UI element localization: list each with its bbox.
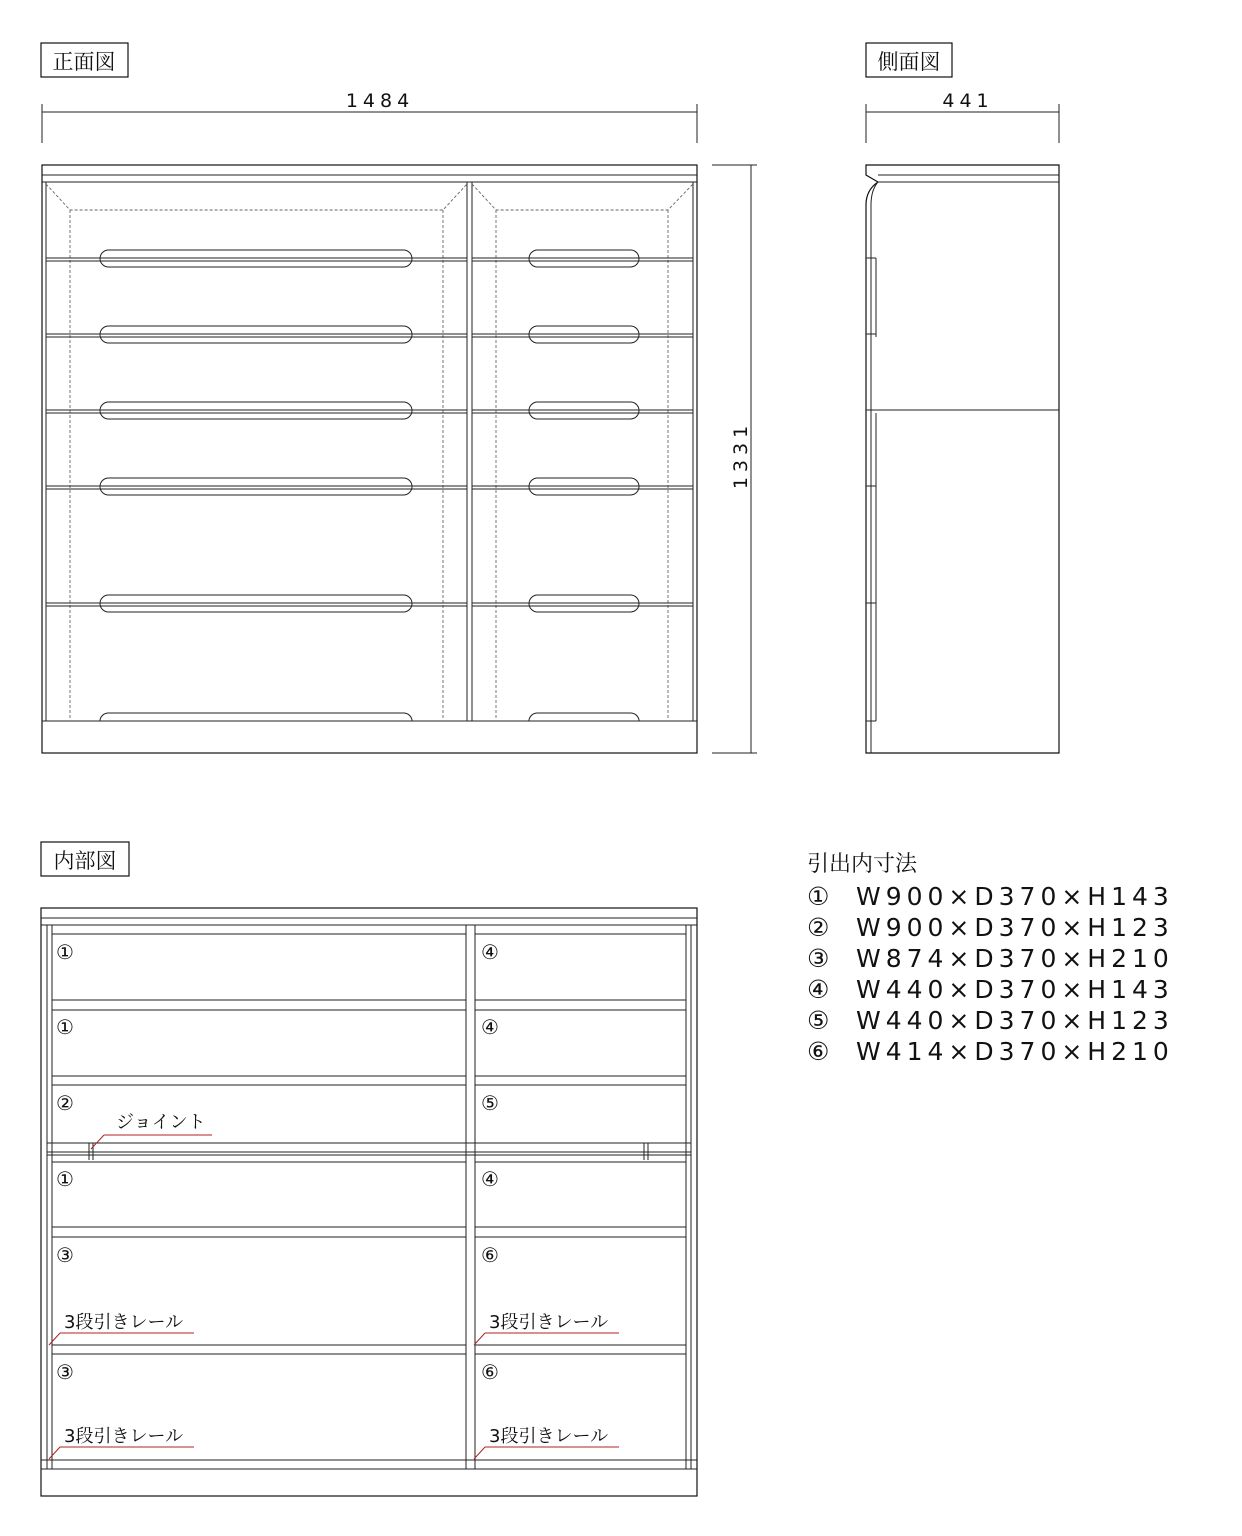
front-cabinet — [42, 165, 697, 753]
compartment-number: ⑥ — [481, 1360, 499, 1384]
height-dimension-value: 1331 — [730, 420, 752, 490]
dimension-size: W440×D370×H123 — [856, 1006, 1174, 1035]
joint-label: ジョイント — [116, 1112, 206, 1133]
compartment-number: ③ — [56, 1360, 74, 1384]
dimension-size: W900×D370×H123 — [856, 913, 1174, 942]
dimension-number: ① — [807, 882, 830, 911]
rail-label: 3段引きレール — [64, 1312, 184, 1333]
compartment-number: ② — [56, 1091, 74, 1115]
front-view-label: 正面図 — [52, 50, 116, 74]
side-view — [866, 43, 1059, 753]
rail-label: 3段引きレール — [489, 1312, 609, 1333]
compartment-number: ⑥ — [481, 1243, 499, 1267]
interior-cabinet — [41, 908, 697, 1496]
compartment-number: ③ — [56, 1243, 74, 1267]
compartment-number: ⑤ — [481, 1091, 499, 1115]
width-dimension — [42, 90, 697, 143]
dimension-size: W900×D370×H143 — [856, 882, 1174, 911]
compartment-number: ④ — [481, 1015, 499, 1039]
interior-view — [41, 842, 697, 1496]
dimension-size: W874×D370×H210 — [856, 944, 1174, 973]
joint-band — [47, 1143, 691, 1160]
dimension-number: ⑤ — [807, 1006, 830, 1035]
dimension-number: ② — [807, 913, 830, 942]
side-view-label: 側面図 — [877, 50, 941, 74]
dimension-size: W440×D370×H143 — [856, 975, 1174, 1004]
width-dimension-value: 1484 — [345, 90, 415, 112]
dimension-number: ⑥ — [807, 1037, 830, 1066]
drawer-dimensions-title: 引出内寸法 — [807, 852, 918, 877]
rail-label: 3段引きレール — [489, 1426, 609, 1447]
side-cabinet — [866, 165, 1059, 753]
compartment-number: ④ — [481, 1167, 499, 1191]
compartment-number: ① — [56, 940, 74, 964]
compartment-number: ① — [56, 1167, 74, 1191]
front-view — [41, 43, 757, 753]
depth-dimension-value: 441 — [942, 90, 994, 112]
rail-label: 3段引きレール — [64, 1426, 184, 1447]
height-dimension — [712, 165, 757, 753]
interior-view-label: 内部図 — [53, 849, 117, 873]
drawer-dimensions — [807, 852, 1174, 1066]
dimension-number: ③ — [807, 944, 830, 973]
compartment-number: ④ — [481, 940, 499, 964]
depth-dimension — [866, 90, 1059, 143]
dimension-size: W414×D370×H210 — [856, 1037, 1174, 1066]
compartment-number: ① — [56, 1015, 74, 1039]
rail-callouts — [49, 1312, 619, 1459]
dimension-number: ④ — [807, 975, 830, 1004]
